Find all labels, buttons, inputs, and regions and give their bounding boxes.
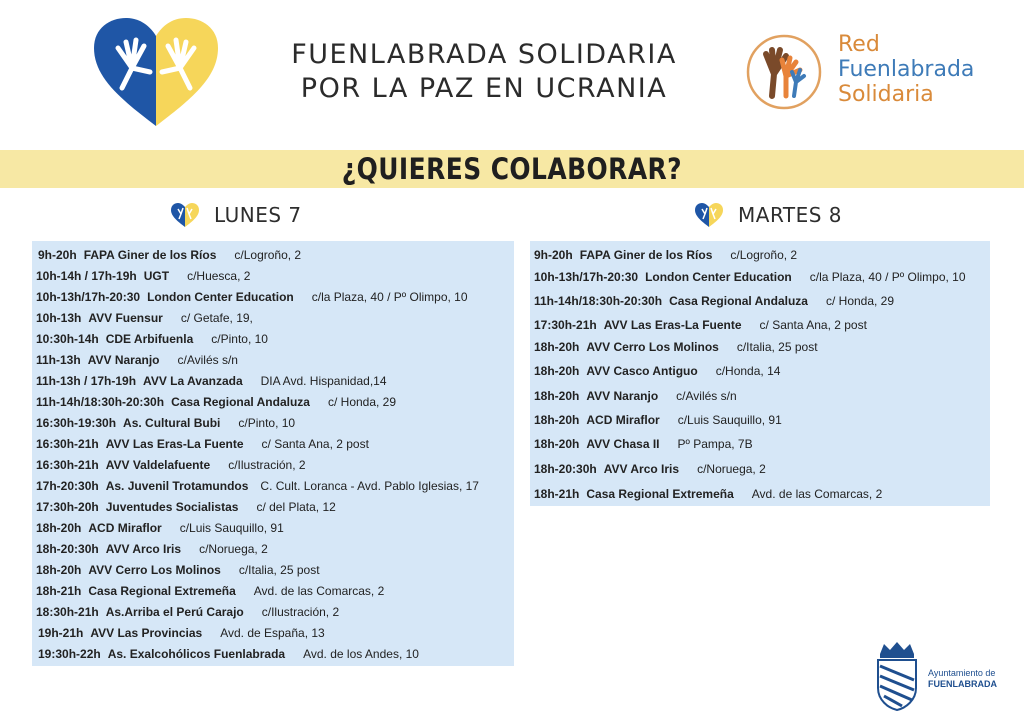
list-item: 18h-21h Casa Regional Extremeña Avd. de las Comarcas, 2 [534,487,883,501]
red-logo-line-3: Solidaria [838,82,934,107]
monday-title: LUNES 7 [214,203,302,227]
list-item: 11h-14h/18:30h-20:30h Casa Regional Andaluza c/ Honda, 29 [534,294,895,308]
list-item: 18h-20h AVV Cerro Los Molinos c/Italia, 25 post [534,340,818,354]
red-logo-line-2: Fuenlabrada [838,57,975,82]
list-item: 17:30h-20h Juventudes Socialistas c/ del Plata, 12 [36,500,336,514]
list-item: 10h-13h/17h-20:30 London Center Education c/la Plaza, 40 / Pº Olimpo, 10 [36,290,468,304]
list-item: 9h-20h FAPA Giner de los Ríos c/Logroño, 2 [534,248,798,262]
list-item: 19h-21h AVV Las Provincias Avd. de España, 13 [38,626,325,640]
list-item: 18h-20h ACD Miraflor c/Luis Sauquillo, 91 [36,521,284,535]
page-title [240,38,728,106]
list-item: 18h-20h AVV Chasa II Pº Pampa, 7B [534,437,753,451]
collaborate-banner [0,150,1024,188]
list-item: 9h-20h FAPA Giner de los Ríos c/Logroño, 2 [38,248,302,262]
list-item: 11h-14h/18:30h-20:30h Casa Regional Andaluza c/ Honda, 29 [36,395,397,409]
title-line-2: POR LA PAZ EN UCRANIA [300,73,668,104]
list-item: 18h-20h AVV Naranjo c/Avilés s/n [534,389,737,403]
heart-hands-icon [170,202,200,228]
list-item: 19:30h-22h As. Exalcohólicos Fuenlabrada Avd. de los Andes, 10 [38,647,419,661]
list-item: 18h-20:30h AVV Arco Iris c/Noruega, 2 [36,542,268,556]
list-item: 11h-13h / 17h-19h AVV La Avanzada DIA Avd. Hispanidad,14 [36,374,387,388]
list-item: 17h-20:30h As. Juvenil Trotamundos C. Cult. Loranca - Avd. Pablo Iglesias, 17 [36,479,479,493]
ayuntamiento-logo [872,640,1012,716]
list-item: 16:30h-21h AVV Las Eras-La Fuente c/ Santa Ana, 2 post [36,437,369,451]
ayuntamiento-line-2: FUENLABRADA [928,679,997,689]
tuesday-header [694,200,842,230]
list-item: 10h-14h / 17h-19h UGT c/Huesca, 2 [36,269,251,283]
list-item: 17:30h-21h AVV Las Eras-La Fuente c/ Santa Ana, 2 post [534,318,867,332]
hands-circle-icon [742,30,828,114]
ukraine-heart-hands-logo [92,16,220,128]
list-item: 11h-13h AVV Naranjo c/Avilés s/n [36,353,238,367]
monday-schedule-panel [32,241,514,666]
list-item: 16:30h-19:30h As. Cultural Bubi c/Pinto, 10 [36,416,296,430]
red-fuenlabrada-solidaria-logo [742,30,992,116]
crown-shield-icon [872,640,922,712]
banner-text: ¿QUIERES COLABORAR? [341,152,683,186]
heart-hands-icon [694,202,724,228]
list-item: 10h-13h AVV Fuensur c/ Getafe, 19, [36,311,253,325]
list-item: 16:30h-21h AVV Valdelafuente c/Ilustración, 2 [36,458,306,472]
list-item: 10:30h-14h CDE Arbifuenla c/Pinto, 10 [36,332,268,346]
ayuntamiento-text [928,668,997,690]
monday-header [170,200,302,230]
list-item: 18h-20:30h AVV Arco Iris c/Noruega, 2 [534,462,766,476]
list-item: 18h-20h ACD Miraflor c/Luis Sauquillo, 91 [534,413,782,427]
list-item: 10h-13h/17h-20:30 London Center Education c/la Plaza, 40 / Pº Olimpo, 10 [534,270,966,284]
tuesday-title: MARTES 8 [738,203,843,227]
tuesday-schedule-panel [530,241,990,506]
red-logo-line-1: Red [838,32,880,57]
list-item: 18h-21h Casa Regional Extremeña Avd. de las Comarcas, 2 [36,584,385,598]
title-line-1: FUENLABRADA SOLIDARIA [291,39,677,70]
list-item: 18:30h-21h As.Arriba el Perú Carajo c/Ilustración, 2 [36,605,340,619]
list-item: 18h-20h AVV Cerro Los Molinos c/Italia, 25 post [36,563,320,577]
red-logo-text [838,32,974,107]
list-item: 18h-20h AVV Casco Antiguo c/Honda, 14 [534,364,781,378]
ayuntamiento-line-1: Ayuntamiento de [928,668,996,678]
